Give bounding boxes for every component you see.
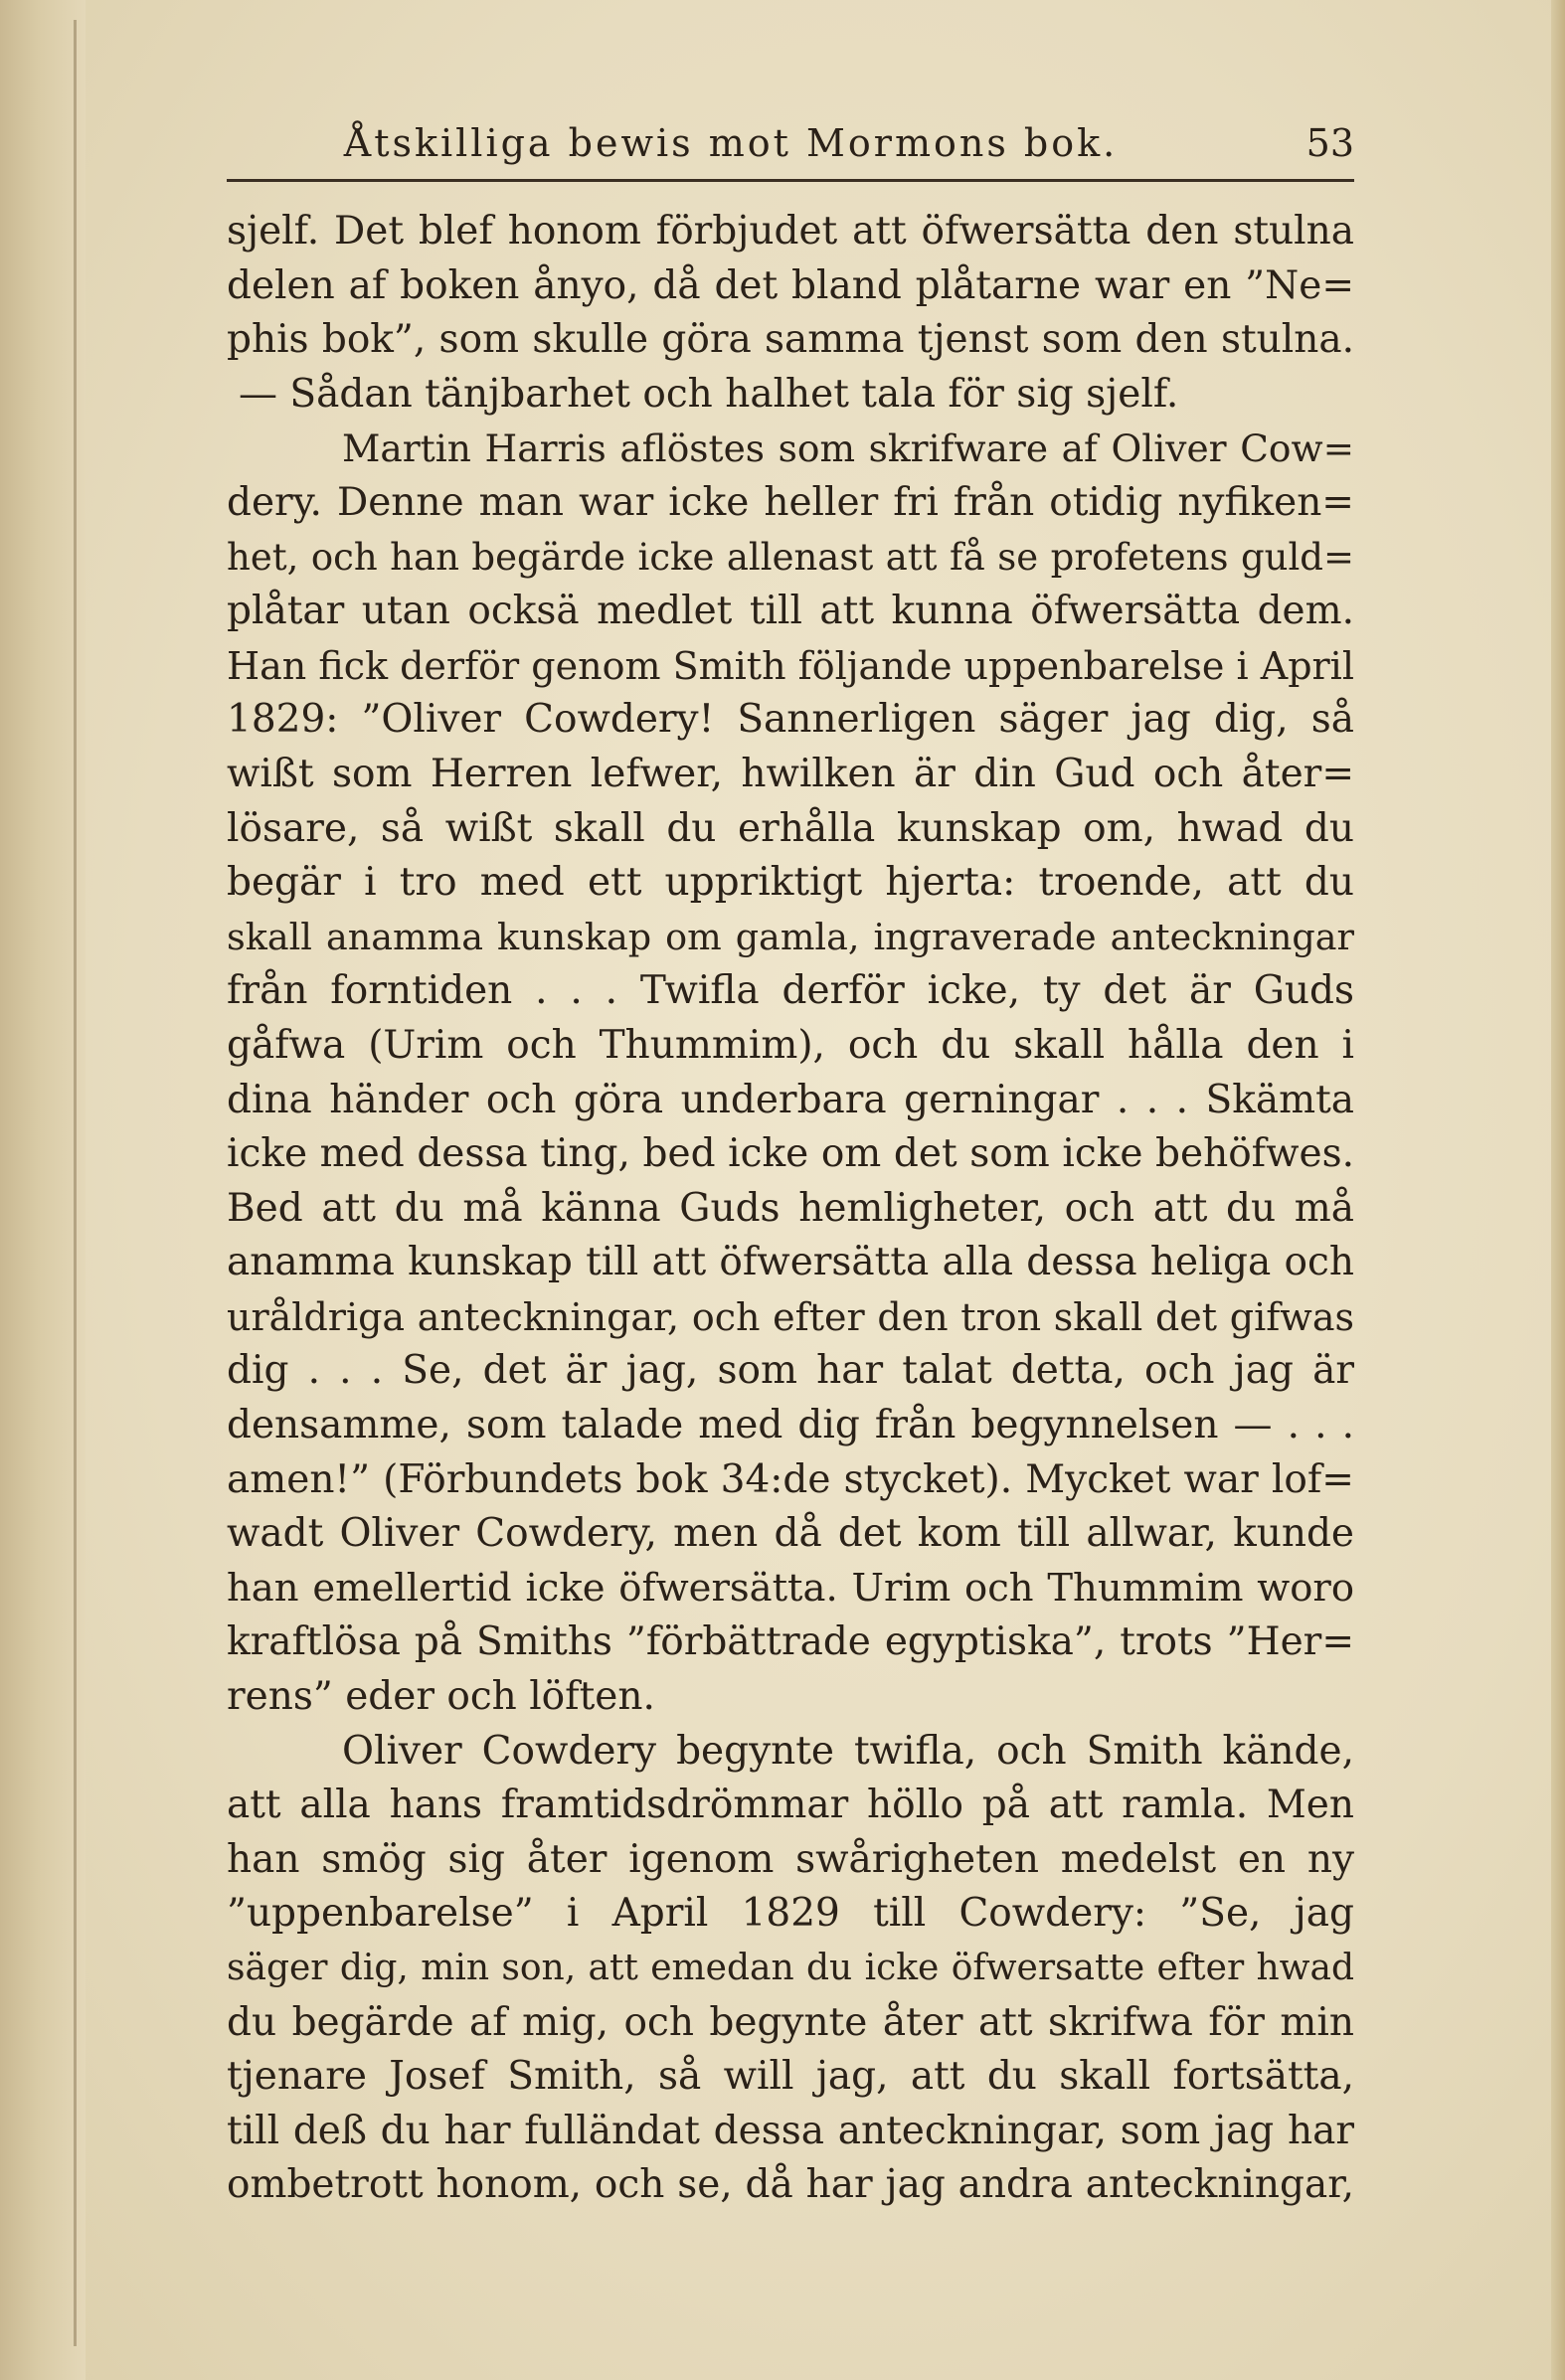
page-edge [1551,0,1565,2380]
text-line: Martin Harris aflöstes som skrifware af Oliver Cow= [342,426,1354,471]
page-number: 53 [1305,121,1354,165]
text-line: ”uppenbarelse” i April 1829 till Cowdery: ”Se, jag [227,1891,1354,1937]
text-line: till deß du har fulländat dessa anteckningar, som jag har [227,2108,1354,2153]
text-line: Bed att du må känna Guds hemligheter, och att du må [227,1185,1354,1231]
text-line: dina händer och göra underbara gerningar . . . Skämta [227,1077,1354,1122]
text-line: Oliver Cowdery begynte twifla, och Smith kände, [342,1728,1354,1774]
text-line: gåfwa (Urim och Thummim), och du skall hålla den i [227,1022,1354,1068]
text-line: han emellertid icke öfwersätta. Urim och Thummim woro [227,1565,1354,1611]
text-line: 1829: ”Oliver Cowdery! Sannerligen säger jag dig, så [227,697,1354,743]
text-line: lösare, så wißt skall du erhålla kunskap om, hwad du [227,805,1354,851]
text-line: skall anamma kunskap om gamla, ingraverade anteckningar [227,915,1354,958]
text-line: ombetrott honom, och se, då har jag andra anteckningar, [227,2162,1354,2208]
text-line: wißt som Herren lefwer, hwilken är din Gud och åter= [227,751,1354,796]
text-line: dig . . . Se, det är jag, som har talat detta, och jag är [227,1348,1354,1394]
header-rule [227,179,1354,182]
text-line: uråldriga anteckningar, och efter den tron skall det gifwas [227,1294,1354,1339]
text-line: han smög sig åter igenom swårigheten medelst en ny [227,1836,1354,1882]
running-head: Åtskilliga bewis mot Mormons bok. [343,121,1119,165]
text-line: phis bok”, som skulle göra samma tjenst som den stulna. [227,317,1354,363]
text-line: tjenare Josef Smith, så will jag, att du skall fortsätta, [227,2054,1354,2100]
text-line: säger dig, min son, att emedan du icke öfwersatte efter hwad [227,1948,1354,1988]
text-line: wadt Oliver Cowdery, men då det kom till allwar, kunde [227,1511,1354,1557]
page-header [227,111,1354,175]
text-line: du begärde af mig, och begynte åter att skrifwa för min [227,1999,1354,2045]
binding-shadow [74,20,77,2346]
text-line: het, och han begärde icke allenast att få se profetens guld= [227,535,1354,579]
body-text [227,205,1354,2213]
text-line: anamma kunskap till att öfwersätta alla dessa heliga och [227,1240,1354,1285]
text-line: amen!” (Förbundets bok 34:de stycket). Mycket war lof= [227,1456,1354,1502]
text-line: begär i tro med ett uppriktigt hjerta: troende, att du [227,860,1354,906]
text-line: icke med dessa ting, bed icke om det som icke behöfwes. [227,1131,1354,1177]
text-line: kraftlösa på Smiths ”förbättrade egyptiska”, trots ”Her= [227,1619,1354,1665]
text-line: från forntiden . . . Twifla derför icke, ty det är Guds [227,968,1354,1014]
text-line: — Sådan tänjbarhet och halhet tala för sig sjelf. [239,371,1179,417]
text-line: plåtar utan ocksä medlet till att kunna öfwersätta dem. [227,589,1354,634]
text-line: rens” eder och löften. [227,1674,655,1720]
text-line: sjelf. Det blef honom förbjudet att öfwersätta den stulna [227,209,1354,254]
text-line: Han fick derför genom Smith följande uppenbarelse i April [227,643,1354,688]
text-line: densamme, som talade med dig från begynnelsen — . . . [227,1403,1354,1448]
text-line: delen af boken ånyo, då det bland plåtarne war en ”Ne= [227,262,1354,308]
text-line: att alla hans framtidsdrömmar höllo på att ramla. Men [227,1783,1354,1828]
text-line: dery. Denne man war icke heller fri från otidig nyfiken= [227,479,1354,525]
